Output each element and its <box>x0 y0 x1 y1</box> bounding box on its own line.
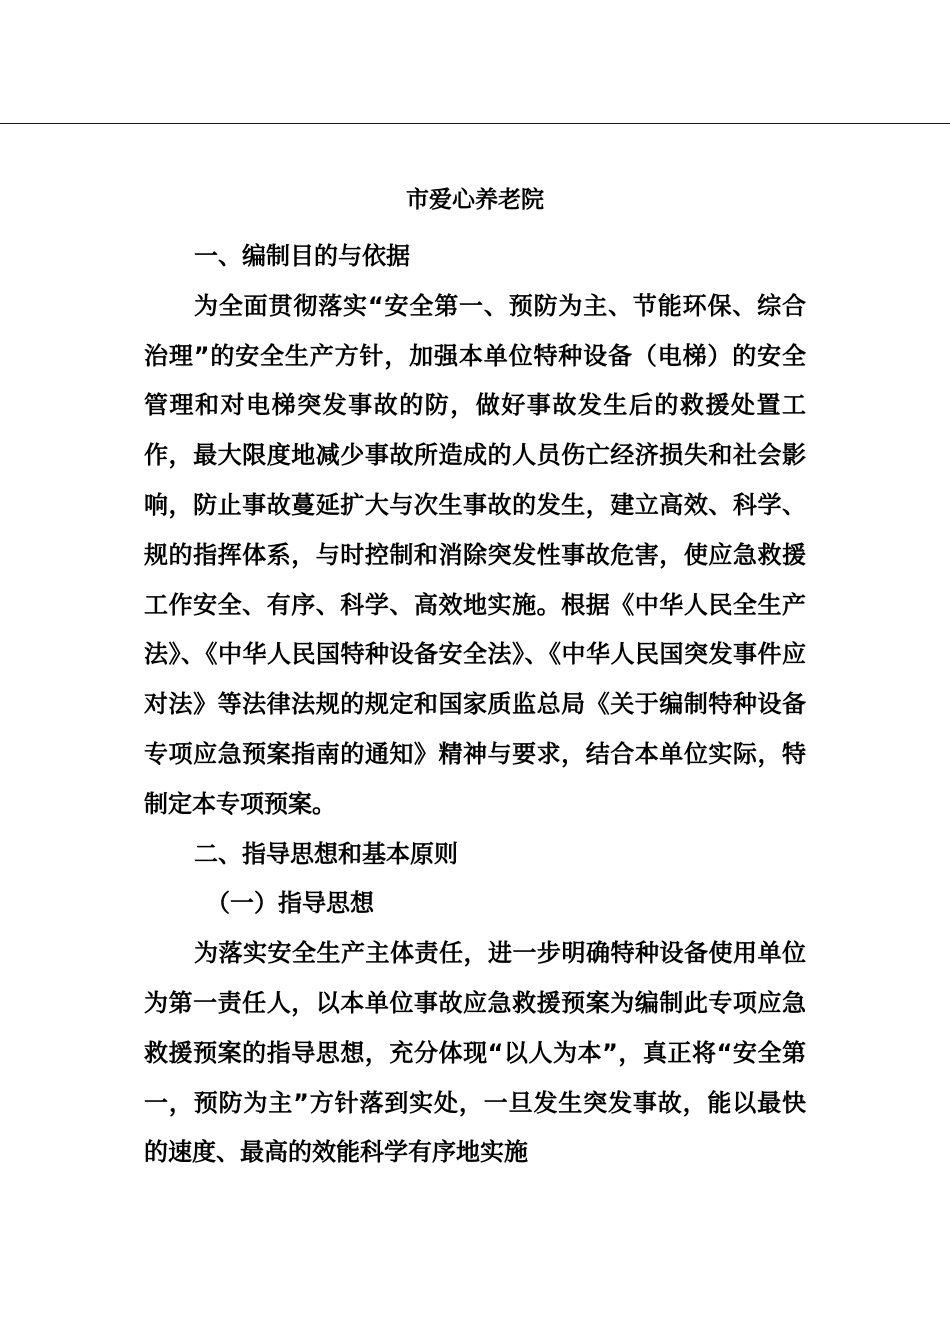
header-rule <box>0 123 950 124</box>
subsection-heading-guiding-thought: （一）指导思想 <box>206 889 374 918</box>
document-body <box>144 232 806 1178</box>
section-heading-purpose: 一、编制目的与依据 <box>194 242 410 270</box>
document-title: 市爱心养老院 <box>406 187 544 213</box>
paragraph-guiding-thought: 为落实安全生产主体责任，进一步明确特种设备使用单位为第一责任人，以本单位事故应急救援预案为编制此专项应急救援预案的指导思想，充分体现“以人为本”，真正将“安全第一，预防为主”方针落到实处，一旦发生突发事故，能以最快的速度、最高的效能科学有序地实施 <box>144 939 806 1167</box>
section-heading-principles: 二、指导思想和基本原则 <box>194 839 458 868</box>
paragraph-purpose: 为全面贯彻落实“安全第一、预防为主、节能环保、综合治理”的安全生产方针，加强本单位特种设备（电梯）的安全管理和对电梯突发事故的防，做好事故发生后的救援处置工作，最大限度地减少事故所造成的人员伤亡经济损失和社会影响，防止事故蔓延扩大与次生事故的发生，建立高效、科学、规的指挥体系，与时控制和消除突发性事故危害，使应急救援工作安全、有序、科学、高效地实施。根据《中华人民全生产法》、《中华人民国特种设备安全法》、《中华人民国突发事件应对法》等法律法规的规定和国家质监总局《关于编制特种设备专项应急预案指南的通知》精神与要求，结合本单位实际，特制定本专项预案。 <box>144 291 806 818</box>
